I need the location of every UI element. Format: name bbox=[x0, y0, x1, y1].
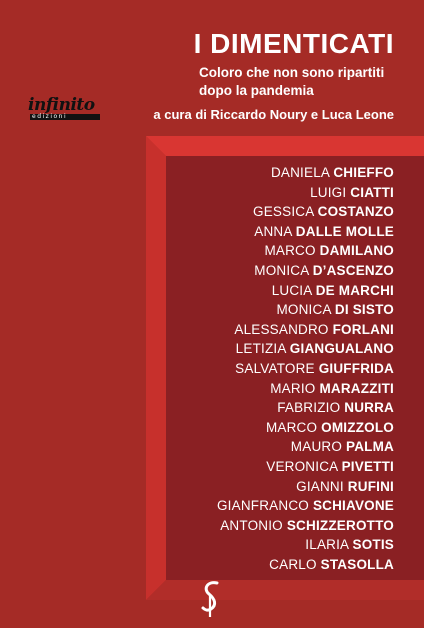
author-last-name: DAMILANO bbox=[319, 243, 394, 259]
publisher-logo bbox=[28, 95, 102, 123]
author-first-name: LETIZIA bbox=[235, 341, 286, 357]
author-first-name: MARIO bbox=[270, 380, 316, 396]
logo-wordmark: infinito bbox=[28, 95, 95, 115]
logo-subtitle: edizioni bbox=[32, 113, 68, 120]
author-name bbox=[154, 261, 394, 281]
author-name bbox=[154, 222, 394, 242]
author-name bbox=[154, 516, 394, 536]
author-last-name: OMIZZOLO bbox=[321, 419, 394, 435]
author-first-name: MARCO bbox=[265, 419, 318, 435]
author-last-name: CHIEFFO bbox=[333, 165, 394, 180]
author-name bbox=[154, 535, 394, 555]
author-name bbox=[154, 300, 394, 320]
author-first-name: GIANFRANCO bbox=[216, 498, 309, 514]
author-last-name: DALLE MOLLE bbox=[295, 223, 394, 239]
author-name bbox=[154, 457, 394, 477]
author-last-name: D’ASCENZO bbox=[312, 262, 394, 278]
author-name bbox=[154, 555, 394, 575]
author-list bbox=[154, 163, 394, 574]
author-first-name: DANIELA bbox=[270, 165, 330, 180]
author-last-name: MARAZZITI bbox=[319, 380, 394, 396]
author-last-name: PALMA bbox=[346, 439, 394, 455]
author-name bbox=[154, 496, 394, 516]
author-name bbox=[154, 339, 394, 359]
author-first-name: VERONICA bbox=[266, 458, 338, 474]
author-last-name: DE MARCHI bbox=[315, 282, 394, 298]
frame-bevel-bottom bbox=[146, 580, 424, 600]
subtitle-line-2: dopo la pandemia bbox=[199, 83, 314, 98]
author-first-name: GIANNI bbox=[296, 478, 344, 494]
author-name bbox=[154, 163, 394, 183]
author-last-name: SCHIAVONE bbox=[312, 498, 394, 514]
author-first-name: ILARIA bbox=[305, 537, 349, 553]
author-first-name: MONICA bbox=[254, 262, 309, 278]
author-last-name: STASOLLA bbox=[320, 556, 394, 572]
author-first-name: MAURO bbox=[290, 439, 343, 455]
author-last-name: NURRA bbox=[344, 400, 394, 416]
author-first-name: FABRIZIO bbox=[277, 400, 341, 416]
author-name bbox=[154, 202, 394, 222]
author-first-name: SALVATORE bbox=[235, 360, 315, 376]
author-last-name: FORLANI bbox=[332, 321, 394, 337]
author-name bbox=[154, 477, 394, 497]
author-name bbox=[154, 320, 394, 340]
author-first-name: MONICA bbox=[276, 302, 331, 318]
author-name bbox=[154, 437, 394, 457]
publisher-s-mark-icon bbox=[197, 579, 227, 619]
author-first-name: CARLO bbox=[269, 556, 317, 572]
author-last-name: CIATTI bbox=[350, 184, 394, 200]
author-last-name: SOTIS bbox=[352, 537, 394, 553]
author-name bbox=[154, 241, 394, 261]
editors-credit: a cura di Riccardo Noury e Luca Leone bbox=[153, 107, 394, 122]
author-first-name: LUCIA bbox=[271, 282, 312, 298]
author-name bbox=[154, 359, 394, 379]
author-first-name: ALESSANDRO bbox=[234, 321, 329, 337]
author-first-name: ANTONIO bbox=[220, 517, 283, 533]
author-name bbox=[154, 183, 394, 203]
author-name bbox=[154, 418, 394, 438]
book-title: I DIMENTICATI bbox=[193, 28, 394, 59]
author-name bbox=[154, 379, 394, 399]
author-name bbox=[154, 281, 394, 301]
author-last-name: GIUFFRIDA bbox=[318, 360, 394, 376]
author-first-name: ANNA bbox=[254, 223, 292, 239]
author-first-name: GESSICA bbox=[253, 204, 314, 220]
subtitle-line-1: Coloro che non sono ripartiti bbox=[199, 65, 385, 80]
book-subtitle bbox=[199, 64, 394, 100]
author-first-name: LUIGI bbox=[310, 184, 347, 200]
author-last-name: COSTANZO bbox=[317, 204, 394, 220]
author-first-name: MARCO bbox=[264, 243, 316, 259]
frame-bevel-top bbox=[146, 136, 424, 156]
author-name bbox=[154, 398, 394, 418]
author-last-name: SCHIZZEROTTO bbox=[286, 517, 394, 533]
author-last-name: RUFINI bbox=[347, 478, 394, 494]
author-last-name: GIANGUALANO bbox=[289, 341, 394, 357]
author-last-name: DI SISTO bbox=[334, 302, 394, 318]
author-last-name: PIVETTI bbox=[341, 458, 394, 474]
